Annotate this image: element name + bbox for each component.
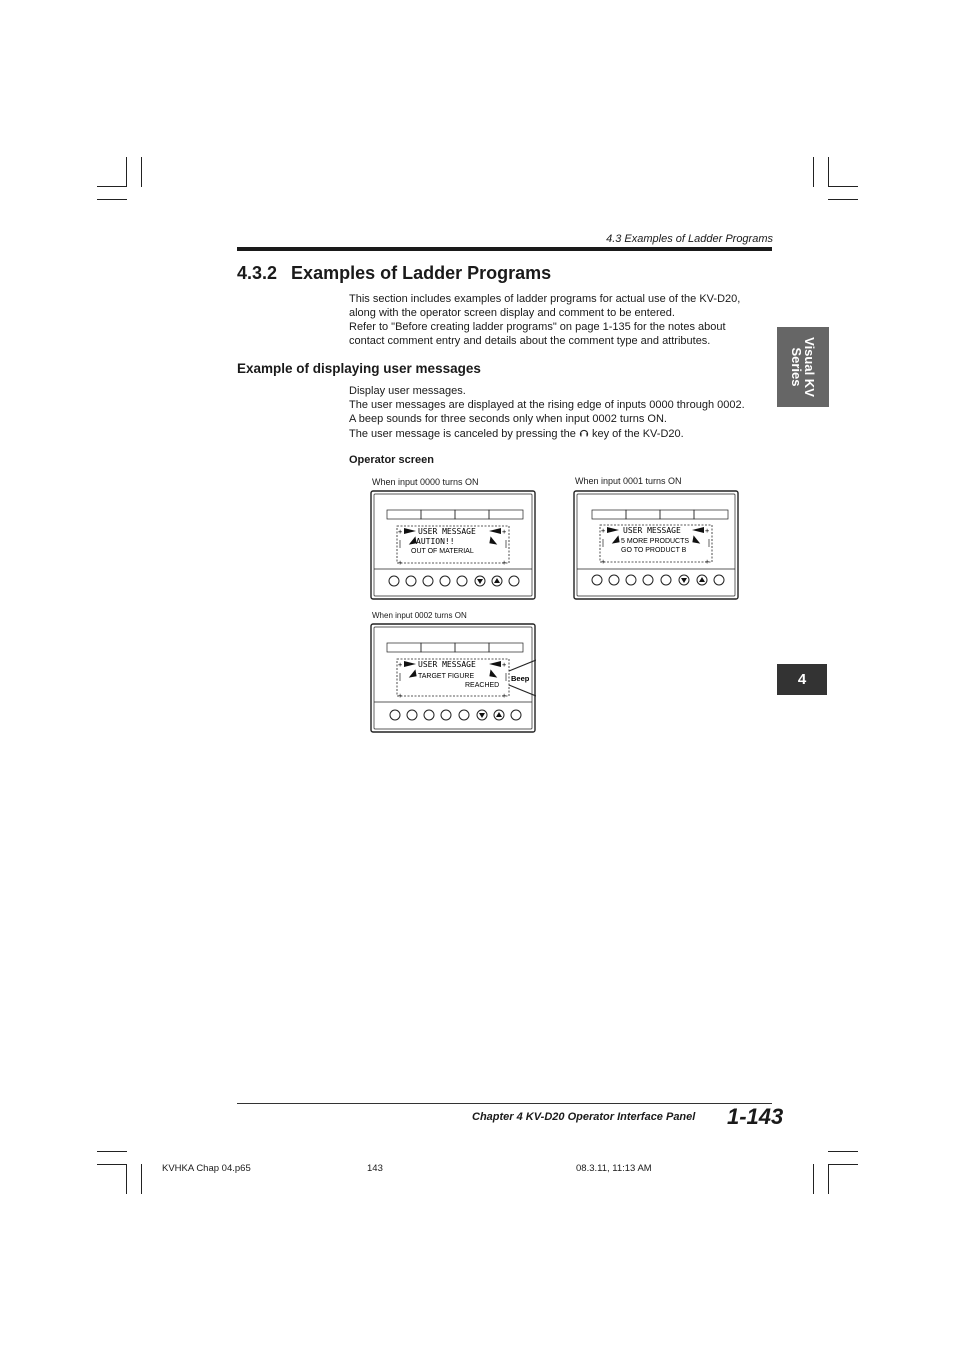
svg-text:+: + [502,661,507,669]
panel-caption: When input 0001 turns ON [575,476,682,486]
panel-caption: When input 0002 turns ON [372,611,467,620]
footer-rule [237,1103,772,1104]
crop-mark [828,157,829,187]
crop-mark [141,157,142,187]
beep-label: Beep [511,674,530,683]
lcd-line2: GO TO PRODUCT B [621,547,687,554]
side-tab-line1: Visual KV [802,337,817,397]
operator-screen-label: Operator screen [349,454,434,466]
panel-caption: When input 0000 turns ON [372,477,479,487]
cancel-line [349,427,745,441]
svg-text:+: + [601,558,606,566]
lcd-line2: OUT OF MATERIAL [411,548,474,555]
crop-mark [141,1164,142,1194]
svg-text:+: + [398,692,403,700]
description-line: Display user messages. [349,385,466,397]
crop-mark [126,157,127,187]
crop-mark [97,186,127,187]
footer-chapter: Chapter 4 KV-D20 Operator Interface Panel [472,1111,696,1123]
cancel-key-icon [579,428,589,438]
svg-text:+: + [502,692,507,700]
subsection-title: Example of displaying user messages [237,361,481,376]
crop-mark [828,1164,829,1194]
intro-line: Refer to "Before creating ladder programs" on page 1-135 for the notes about [349,321,726,333]
slug-date: 08.3.11, 11:13 AM [576,1163,652,1174]
running-head: 4.3 Examples of Ladder Programs [606,233,773,245]
svg-text:+: + [502,559,507,567]
side-tab-visual-kv [777,327,829,407]
crop-mark [813,157,814,187]
operator-panel [370,623,536,733]
svg-text:+: + [705,527,710,535]
crop-mark [813,1164,814,1194]
section-number: 4.3.2 [237,263,278,283]
lcd-header: USER MESSAGE [623,526,681,535]
svg-text:+: + [601,527,606,535]
intro-paragraph [349,292,740,348]
crop-mark [828,186,858,187]
description-paragraph [349,384,745,441]
lcd-line1: TARGET FIGURE [418,673,475,680]
crop-mark [97,1151,127,1152]
section-title [237,263,551,284]
cancel-text-after: key of the KV-D20. [591,428,684,440]
description-line: The user messages are displayed at the rising edge of inputs 0000 through 0002. [349,399,745,411]
operator-panel [370,490,536,600]
crop-mark [828,199,858,200]
intro-line: contact comment entry and details about the comment type and attributes. [349,335,711,347]
chapter-tab: 4 [777,664,827,695]
svg-text:+: + [398,559,403,567]
header-rule [237,247,772,251]
crop-mark [828,1164,858,1165]
crop-mark [97,1164,127,1165]
svg-text:+: + [705,558,710,566]
svg-text:+: + [502,528,507,536]
lcd-header: USER MESSAGE [418,527,476,536]
crop-mark [97,199,127,200]
lcd-header: USER MESSAGE [418,660,476,669]
lcd-line2: REACHED [465,682,500,689]
crop-mark [828,1151,858,1152]
svg-text:+: + [398,661,403,669]
description-line: A beep sounds for three seconds only when input 0002 turns ON. [349,413,667,425]
crop-mark [126,1164,127,1194]
side-tab-line2: Series [789,347,804,387]
lcd-line1: AUTION!! [416,537,455,546]
section-title-text: Examples of Ladder Programs [291,263,552,283]
page-number: 1-143 [727,1104,784,1129]
intro-line: This section includes examples of ladder programs for actual use of the KV-D20, [349,293,741,305]
intro-line: along with the operator screen display and comment to be entered. [349,307,675,319]
lcd-line1: 5 MORE PRODUCTS [621,538,690,545]
slug-file: KVHKA Chap 04.p65 [162,1163,251,1174]
cancel-text-before: The user message is canceled by pressing the [349,428,576,440]
svg-text:+: + [398,528,403,536]
slug-page: 143 [367,1163,383,1174]
operator-panel [573,490,739,600]
